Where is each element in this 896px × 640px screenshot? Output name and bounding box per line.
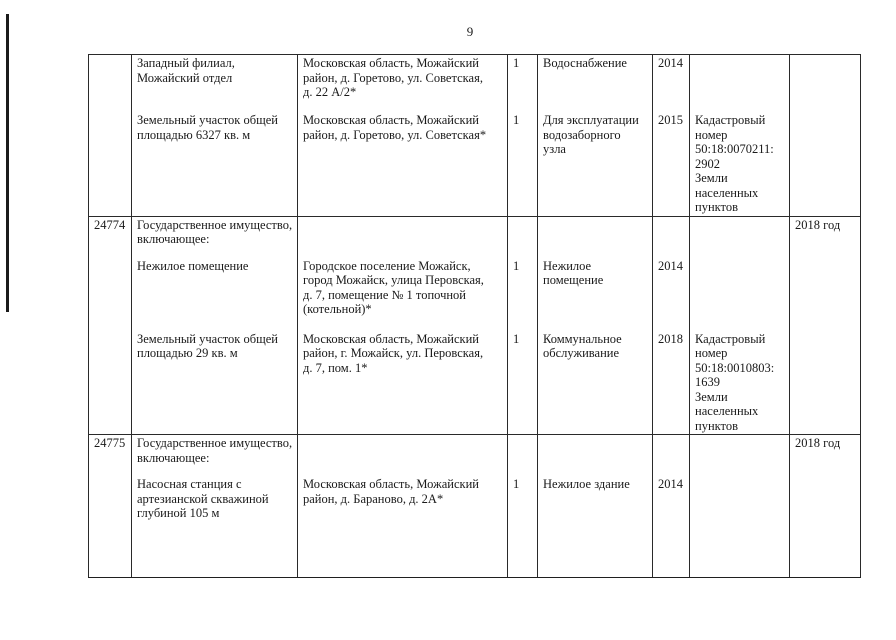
item-row xyxy=(89,331,861,435)
object-note-line: Кадастровый xyxy=(695,331,766,346)
object-year xyxy=(653,258,690,331)
object-address-line: город Можайск, улица Перовская, xyxy=(303,273,484,288)
registry-number xyxy=(89,476,132,577)
page-number: 9 xyxy=(466,24,474,39)
registry-number xyxy=(89,55,132,113)
group-title xyxy=(132,435,298,476)
object-purpose-line: Нежилое xyxy=(543,258,592,273)
registry-number xyxy=(89,331,132,435)
object-quantity-line: 1 xyxy=(513,113,520,128)
object-note-line: Кадастровый xyxy=(695,113,766,128)
object-year xyxy=(653,476,690,577)
item-row xyxy=(89,55,861,113)
object-year-line: 2015 xyxy=(658,113,683,128)
object-address-line: район, д. Бараново, д. 2А* xyxy=(303,491,444,506)
registry-number-line: 24775 xyxy=(94,436,126,451)
registry-number xyxy=(89,258,132,331)
period-cell xyxy=(790,112,861,216)
note-cell xyxy=(690,435,790,476)
object-address-line: Городское поселение Можайск, xyxy=(303,258,471,273)
object-address-line: район, г. Можайск, ул. Перовская, xyxy=(303,346,484,361)
object-name xyxy=(132,258,298,331)
object-name-line: Западный филиал, xyxy=(137,56,235,70)
address-cell xyxy=(298,435,508,476)
period-cell xyxy=(790,476,861,577)
group-title-line: Государственное имущество, xyxy=(137,217,293,232)
object-note-line: номер xyxy=(695,346,728,361)
object-address-line: район, д. Горетово, ул. Советская, xyxy=(303,70,483,85)
period-cell-line: 2018 год xyxy=(795,436,841,451)
period-cell xyxy=(790,331,861,435)
object-quantity xyxy=(508,112,538,216)
object-purpose xyxy=(538,55,653,113)
group-header-row xyxy=(89,216,861,257)
note-cell xyxy=(690,216,790,257)
period-cell xyxy=(790,258,861,331)
year-cell xyxy=(653,435,690,476)
object-note xyxy=(690,112,790,216)
object-year-line: 2014 xyxy=(658,56,683,70)
object-purpose xyxy=(538,476,653,577)
object-note-line: пунктов xyxy=(695,200,738,215)
group-title-line: включающее: xyxy=(137,232,210,247)
object-note xyxy=(690,476,790,577)
registry-number-line: 24774 xyxy=(94,217,126,232)
object-year-line: 2018 xyxy=(658,331,683,346)
period-cell xyxy=(790,435,861,476)
period-cell xyxy=(790,55,861,113)
object-name-line: Нежилое помещение xyxy=(137,258,249,273)
object-address xyxy=(298,55,508,113)
object-purpose-line: Для эксплуатации xyxy=(543,113,639,128)
object-year xyxy=(653,331,690,435)
object-name-line: артезианской скважиной xyxy=(137,491,269,506)
object-name-line: глубиной 105 м xyxy=(137,506,220,521)
object-name-line: Земельный участок общей xyxy=(137,331,278,346)
object-purpose xyxy=(538,258,653,331)
object-address-line: Московская область, Можайский xyxy=(303,331,479,346)
year-cell xyxy=(653,216,690,257)
group-title xyxy=(132,216,298,257)
purpose-cell xyxy=(538,435,653,476)
object-note-line: номер xyxy=(695,127,728,142)
object-name xyxy=(132,55,298,113)
registry-number xyxy=(89,112,132,216)
quantity-cell xyxy=(508,216,538,257)
address-cell xyxy=(298,216,508,257)
object-year xyxy=(653,55,690,113)
object-address xyxy=(298,331,508,435)
object-note-line: населенных xyxy=(695,404,759,419)
object-address-line: Московская область, Можайский xyxy=(303,477,479,492)
object-quantity-line: 1 xyxy=(513,331,520,346)
object-purpose-line: узла xyxy=(543,142,566,157)
object-year-line: 2014 xyxy=(658,477,683,492)
object-quantity xyxy=(508,476,538,577)
object-note-line: пунктов xyxy=(695,418,738,433)
object-name-line: Земельный участок общей xyxy=(137,113,278,128)
item-row xyxy=(89,112,861,216)
object-purpose xyxy=(538,331,653,435)
group-title-line: Государственное имущество, xyxy=(137,436,293,451)
object-note xyxy=(690,258,790,331)
object-quantity xyxy=(508,331,538,435)
object-note-line: Земли xyxy=(695,171,728,186)
object-note xyxy=(690,331,790,435)
object-purpose-line: Нежилое здание xyxy=(543,477,630,492)
item-row xyxy=(89,258,861,331)
scan-edge-mark xyxy=(6,14,9,312)
property-register-table xyxy=(88,54,861,578)
object-note-line: 50:18:0070211: xyxy=(695,142,774,157)
object-address xyxy=(298,476,508,577)
object-name xyxy=(132,331,298,435)
group-title-line: включающее: xyxy=(137,450,210,465)
object-purpose-line: помещение xyxy=(543,273,604,288)
registry-number xyxy=(89,216,132,257)
object-purpose xyxy=(538,112,653,216)
group-header-row xyxy=(89,435,861,476)
quantity-cell xyxy=(508,435,538,476)
object-note-line: 2902 xyxy=(695,156,720,171)
object-name-line: Насосная станция с xyxy=(137,477,242,492)
period-cell-line: 2018 год xyxy=(795,217,841,232)
period-cell xyxy=(790,216,861,257)
object-purpose-line: водозаборного xyxy=(543,127,621,142)
object-address-line: район, д. Горетово, ул. Советская* xyxy=(303,127,487,142)
object-quantity-line: 1 xyxy=(513,56,520,70)
object-quantity-line: 1 xyxy=(513,258,520,273)
object-note-line: 1639 xyxy=(695,375,720,390)
object-note-line: 50:18:0010803: xyxy=(695,360,775,375)
object-purpose-line: Коммунальное xyxy=(543,331,622,346)
object-quantity xyxy=(508,55,538,113)
object-address-line: д. 7, помещение № 1 топочной xyxy=(303,287,467,302)
object-address-line: Московская область, Можайский xyxy=(303,113,479,128)
object-note xyxy=(690,55,790,113)
object-note-line: населенных xyxy=(695,185,759,200)
object-name-line: площадью 29 кв. м xyxy=(137,346,238,361)
object-note-line: Земли xyxy=(695,389,728,404)
object-address-line: д. 7, пом. 1* xyxy=(303,360,368,375)
object-address xyxy=(298,258,508,331)
purpose-cell xyxy=(538,216,653,257)
object-address xyxy=(298,112,508,216)
object-quantity xyxy=(508,258,538,331)
object-name xyxy=(132,112,298,216)
object-name xyxy=(132,476,298,577)
registry-number xyxy=(89,435,132,476)
object-year-line: 2014 xyxy=(658,258,683,273)
object-purpose-line: обслуживание xyxy=(543,346,620,361)
object-address-line: д. 22 А/2* xyxy=(303,85,357,99)
object-purpose-line: Водоснабжение xyxy=(543,56,627,70)
object-address-line: Московская область, Можайский xyxy=(303,56,479,70)
object-name-line: площадью 6327 кв. м xyxy=(137,127,251,142)
object-address-line: (котельной)* xyxy=(303,302,372,317)
object-year xyxy=(653,112,690,216)
item-row xyxy=(89,476,861,577)
object-name-line: Можайский отдел xyxy=(137,70,233,85)
object-quantity-line: 1 xyxy=(513,477,520,492)
